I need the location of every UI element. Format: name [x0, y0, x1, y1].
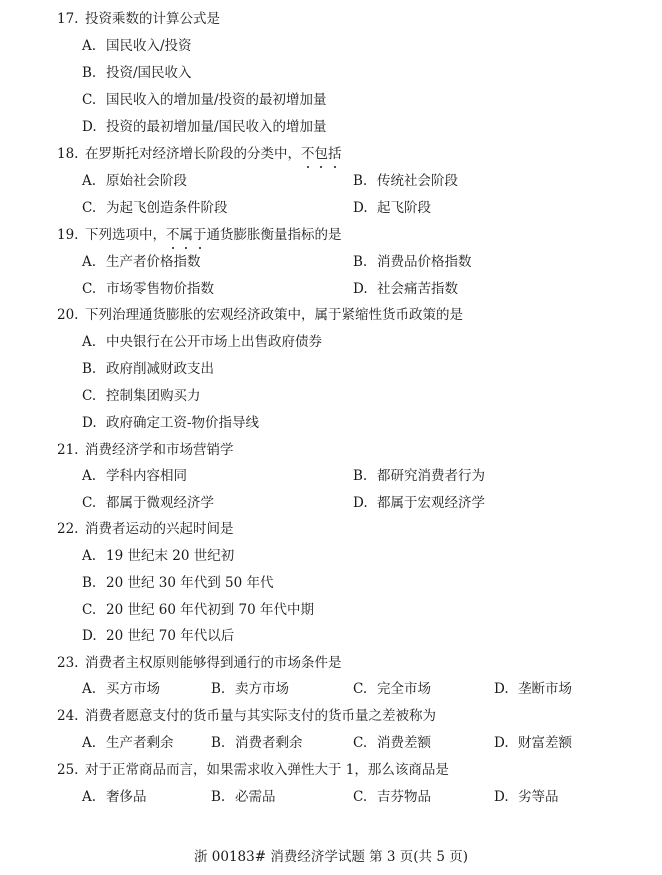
option-text: 社会痛苦指数: [377, 281, 458, 297]
question-text: 消费者主权原则能够得到通行的市场条件是: [85, 655, 342, 671]
question-17-stem: [57, 10, 220, 28]
option-label: B.: [211, 789, 226, 805]
question-text: 消费经济学和市场营销学: [85, 442, 234, 458]
option-text: 生产者剩余: [106, 735, 174, 751]
option-text: 都研究消费者行为: [377, 468, 485, 484]
option-text: 生产者价格指数: [106, 254, 201, 270]
question-text: 消费者运动的兴起时间是: [85, 521, 234, 537]
question-number: 23.: [57, 655, 79, 671]
question-20-stem: [57, 306, 463, 324]
question-24-stem: [57, 707, 436, 725]
question-text: 投资乘数的计算公式是: [85, 11, 220, 27]
question-17-option-a: [82, 37, 192, 55]
option-text: 都属于微观经济学: [106, 495, 214, 511]
question-18-option-c: [82, 199, 228, 217]
option-label: D.: [353, 281, 368, 297]
question-19-option-b: [353, 253, 472, 271]
question-17-option-b: [82, 64, 192, 82]
question-number: 19.: [57, 227, 79, 243]
question-text: 下列治理通货膨胀的宏观经济政策中，属于紧缩性货币政策的是: [85, 307, 463, 323]
option-label: A.: [82, 173, 97, 189]
option-label: A.: [82, 548, 97, 564]
option-label: C.: [353, 789, 368, 805]
emphasis-char: 不: [301, 146, 315, 162]
option-label: D.: [82, 628, 97, 644]
option-label: B.: [211, 735, 226, 751]
question-20-option-d: [82, 414, 259, 432]
question-24-option-c: [353, 734, 431, 752]
question-24-option-d: [494, 734, 572, 752]
question-number: 21.: [57, 442, 79, 458]
option-text: 完全市场: [377, 681, 431, 697]
emphasis-char: 属: [179, 227, 193, 243]
question-number: 18.: [57, 146, 79, 162]
emphasis-char: 包: [314, 146, 328, 162]
option-label: D.: [494, 789, 509, 805]
option-text: 政府削减财政支出: [106, 361, 214, 377]
question-25-stem: [57, 761, 449, 779]
question-22-option-c: [82, 601, 314, 619]
option-label: A.: [82, 735, 97, 751]
option-text: 投资的最初增加量/国民收入的增加量: [106, 119, 327, 135]
option-label: C.: [82, 388, 97, 404]
question-23-stem: [57, 654, 342, 672]
question-25-option-b: [211, 788, 276, 806]
emphasis-char: 不: [166, 227, 180, 243]
option-label: D.: [82, 119, 97, 135]
option-label: D.: [494, 681, 509, 697]
option-text: 消费者剩余: [235, 735, 303, 751]
question-23-option-a: [82, 680, 160, 698]
question-number: 20.: [57, 307, 79, 323]
question-20-option-c: [82, 387, 201, 405]
question-text: 对于正常商品而言，如果需求收入弹性大于 1，那么该商品是: [85, 762, 449, 778]
option-text: 19 世纪末 20 世纪初: [106, 548, 235, 564]
option-text: 奢侈品: [106, 789, 147, 805]
question-17-option-d: [82, 118, 327, 136]
question-22-option-d: [82, 627, 234, 645]
option-label: B.: [82, 361, 97, 377]
option-label: A.: [82, 681, 97, 697]
option-text: 消费品价格指数: [377, 254, 472, 270]
option-text: 劣等品: [518, 789, 559, 805]
option-text: 中央银行在公开市场上出售政府债券: [106, 334, 322, 350]
question-21-option-a: [82, 467, 187, 485]
option-text: 政府确定工资-物价指导线: [106, 415, 260, 431]
option-label: D.: [353, 495, 368, 511]
question-24-option-b: [211, 734, 303, 752]
question-23-option-b: [211, 680, 289, 698]
question-21-stem: [57, 441, 234, 459]
option-text: 卖方市场: [235, 681, 289, 697]
option-label: D.: [353, 200, 368, 216]
option-label: B.: [353, 173, 368, 189]
question-18-option-d: [353, 199, 431, 217]
question-25-option-d: [494, 788, 559, 806]
question-18-option-a: [82, 172, 187, 190]
option-text: 市场零售物价指数: [106, 281, 214, 297]
question-number: 17.: [57, 11, 79, 27]
option-label: B.: [211, 681, 226, 697]
question-22-option-a: [82, 547, 234, 565]
question-23-option-c: [353, 680, 431, 698]
question-19-stem: [57, 226, 342, 244]
option-label: B.: [82, 575, 97, 591]
question-25-option-c: [353, 788, 431, 806]
question-text: 在罗斯托对经济增长阶段的分类中，: [85, 146, 301, 162]
option-label: B.: [82, 65, 97, 81]
option-label: B.: [353, 468, 368, 484]
question-text: 通货膨胀衡量指标的是: [206, 227, 342, 243]
question-19-option-a: [82, 253, 201, 271]
option-label: C.: [82, 281, 97, 297]
question-20-option-a: [82, 333, 322, 351]
question-18-stem: [57, 145, 342, 163]
option-text: 垄断市场: [518, 681, 572, 697]
question-19-option-d: [353, 280, 458, 298]
option-text: 消费差额: [377, 735, 431, 751]
question-20-option-b: [82, 360, 214, 378]
option-text: 投资/国民收入: [106, 65, 192, 81]
question-23-option-d: [494, 680, 572, 698]
option-text: 20 世纪 30 年代到 50 年代: [106, 575, 274, 591]
question-text: 下列选项中，: [85, 227, 166, 243]
option-label: A.: [82, 254, 97, 270]
option-text: 20 世纪 70 年代以后: [106, 628, 235, 644]
question-24-option-a: [82, 734, 174, 752]
question-17-option-c: [82, 91, 327, 109]
question-21-option-c: [82, 494, 214, 512]
question-22-option-b: [82, 574, 274, 592]
option-text: 为起飞创造条件阶段: [106, 200, 228, 216]
option-text: 传统社会阶段: [377, 173, 458, 189]
option-text: 学科内容相同: [106, 468, 187, 484]
option-text: 吉芬物品: [377, 789, 431, 805]
question-text: 消费者愿意支付的货币量与其实际支付的货币量之差被称为: [85, 708, 436, 724]
option-label: C.: [82, 200, 97, 216]
option-label: A.: [82, 334, 97, 350]
option-label: A.: [82, 789, 97, 805]
option-label: C.: [82, 92, 97, 108]
option-text: 控制集团购买力: [106, 388, 201, 404]
emphasis-char: 于: [193, 227, 207, 243]
question-number: 22.: [57, 521, 79, 537]
question-21-option-d: [353, 494, 485, 512]
emphasis-char: 括: [328, 146, 342, 162]
option-label: B.: [353, 254, 368, 270]
option-text: 国民收入/投资: [106, 38, 192, 54]
option-text: 必需品: [235, 789, 276, 805]
option-text: 起飞阶段: [377, 200, 431, 216]
option-label: D.: [82, 415, 97, 431]
option-text: 国民收入的增加量/投资的最初增加量: [106, 92, 327, 108]
option-label: C.: [353, 735, 368, 751]
option-label: C.: [353, 681, 368, 697]
question-22-stem: [57, 520, 234, 538]
question-18-option-b: [353, 172, 458, 190]
question-21-option-b: [353, 467, 485, 485]
question-number: 25.: [57, 762, 79, 778]
option-text: 财富差额: [518, 735, 572, 751]
option-label: D.: [494, 735, 509, 751]
option-label: C.: [82, 495, 97, 511]
question-25-option-a: [82, 788, 147, 806]
page-footer: 浙 00183# 消费经济学试题 第 3 页(共 5 页): [193, 849, 468, 865]
option-text: 买方市场: [106, 681, 160, 697]
option-label: A.: [82, 38, 97, 54]
question-number: 24.: [57, 708, 79, 724]
option-text: 都属于宏观经济学: [377, 495, 485, 511]
option-label: A.: [82, 468, 97, 484]
option-text: 20 世纪 60 年代初到 70 年代中期: [106, 602, 314, 618]
option-label: C.: [82, 602, 97, 618]
question-19-option-c: [82, 280, 214, 298]
option-text: 原始社会阶段: [106, 173, 187, 189]
